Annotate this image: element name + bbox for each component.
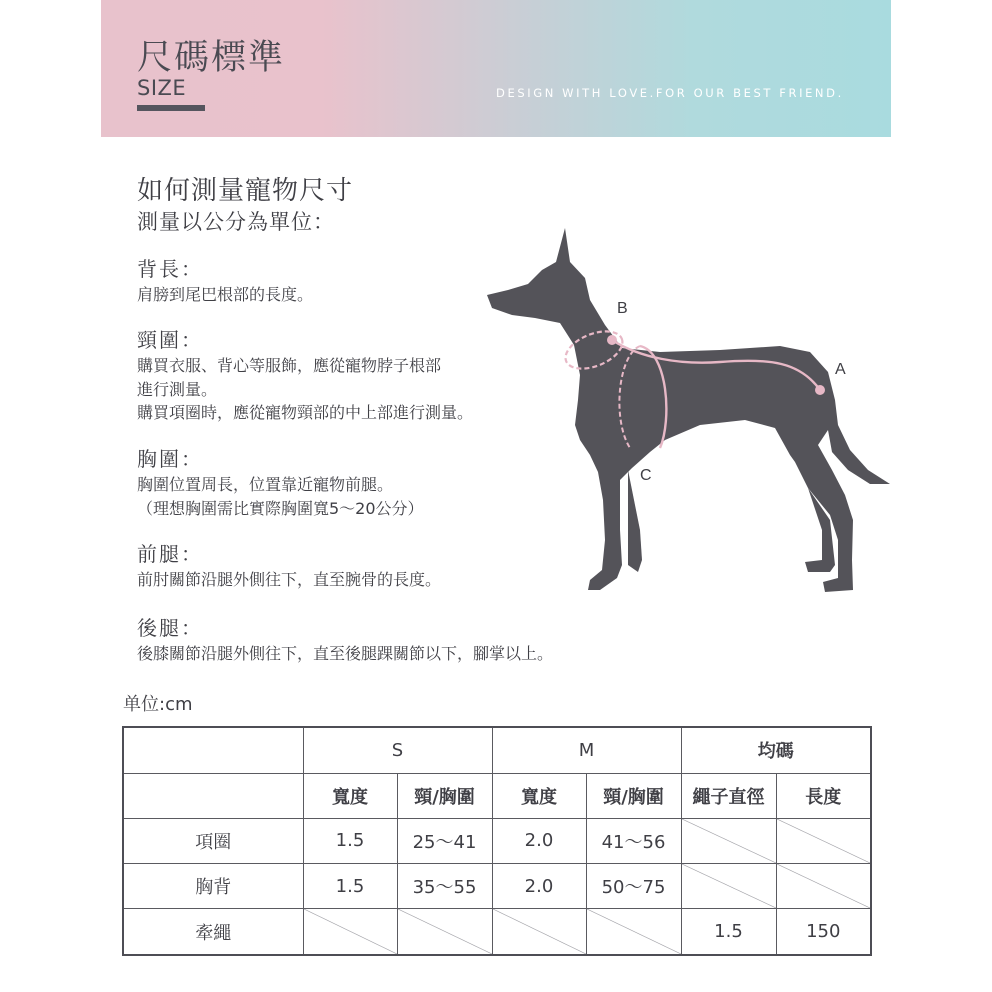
size-free-header: 均碼: [681, 727, 871, 773]
dog-measure-diagram: [480, 220, 900, 600]
empty-cell: [303, 909, 397, 955]
row-label: 胸背: [123, 864, 303, 909]
section-text: 胸圍位置周長，位置靠近寵物前腿。: [137, 475, 394, 494]
section-title: 前腿：: [137, 542, 203, 566]
section-chest: [137, 445, 424, 520]
column-header: 頸/胸圍: [397, 773, 492, 818]
size-m-header: M: [492, 727, 681, 773]
table-cell: 41～56: [586, 818, 681, 863]
column-header: 寬度: [492, 773, 586, 818]
section-title: 後腿：: [137, 616, 203, 640]
section-hind-leg: [137, 614, 553, 666]
row-label: 牽繩: [123, 909, 303, 955]
table-subheader-row: [123, 773, 871, 818]
section-text: 購買衣服、背心等服飾，應從寵物脖子根部: [137, 356, 442, 375]
table-cell: 25～41: [397, 818, 492, 863]
slogan: DESIGN WITH LOVE.FOR OUR BEST FRIEND.: [496, 86, 844, 100]
empty-cell: [776, 864, 871, 909]
section-title: 背長：: [137, 257, 203, 281]
header-banner: [101, 0, 891, 137]
point-b-marker: [607, 335, 617, 345]
table-row: [123, 818, 871, 863]
size-table: [122, 726, 872, 956]
empty-cell: [681, 818, 776, 863]
row-label: 項圈: [123, 818, 303, 863]
unit-label: 单位:cm: [123, 694, 193, 715]
page-subtitle: SIZE: [137, 76, 187, 100]
section-neck: [137, 326, 473, 425]
section-text: 進行測量。: [137, 379, 218, 399]
label-a: A: [835, 361, 846, 378]
table-cell: 35～55: [397, 864, 492, 909]
table-corner-cell: [123, 773, 303, 818]
label-c: C: [640, 467, 652, 484]
section-text: 前肘關節沿腿外側往下，直至腕骨的長度。: [137, 570, 442, 589]
guide-title: 如何測量寵物尺寸: [137, 176, 354, 206]
empty-cell: [492, 909, 586, 955]
table-cell: 2.0: [492, 864, 586, 909]
table-header-row: [123, 727, 871, 773]
empty-cell: [681, 864, 776, 909]
table-corner-cell: [123, 727, 303, 773]
column-header: 繩子直徑: [681, 773, 776, 818]
section-text: 肩膀到尾巴根部的長度。: [137, 285, 314, 304]
guide-subtitle: 測量以公分為單位：: [137, 210, 335, 234]
section-text: （理想胸圍需比實際胸圍寬5～20公分）: [137, 498, 424, 518]
section-text: 後膝關節沿腿外側往下，直至後腿踝關節以下，腳掌以上。: [137, 644, 554, 663]
table-cell: 150: [776, 909, 871, 955]
table-cell: 50～75: [586, 864, 681, 909]
column-header: 寬度: [303, 773, 397, 818]
table-cell: 1.5: [681, 909, 776, 955]
table-row: [123, 909, 871, 955]
column-header: 長度: [776, 773, 871, 818]
empty-cell: [397, 909, 492, 955]
section-front-leg: [137, 540, 441, 592]
point-a-marker: [815, 385, 825, 395]
section-title: 頸圍：: [137, 328, 203, 352]
table-cell: 1.5: [303, 864, 397, 909]
section-title: 胸圍：: [137, 447, 203, 471]
page-title: 尺碼標準: [137, 38, 286, 78]
title-underline: [137, 105, 205, 111]
empty-cell: [776, 818, 871, 863]
section-text: 購買項圈時，應從寵物頸部的中上部進行測量。: [137, 403, 474, 422]
section-back-length: [137, 255, 313, 307]
empty-cell: [586, 909, 681, 955]
size-s-header: S: [303, 727, 492, 773]
table-row: [123, 864, 871, 909]
label-b: B: [617, 300, 628, 317]
column-header: 頸/胸圍: [586, 773, 681, 818]
table-cell: 2.0: [492, 818, 586, 863]
table-cell: 1.5: [303, 818, 397, 863]
leg-shadow-front: [628, 470, 642, 572]
